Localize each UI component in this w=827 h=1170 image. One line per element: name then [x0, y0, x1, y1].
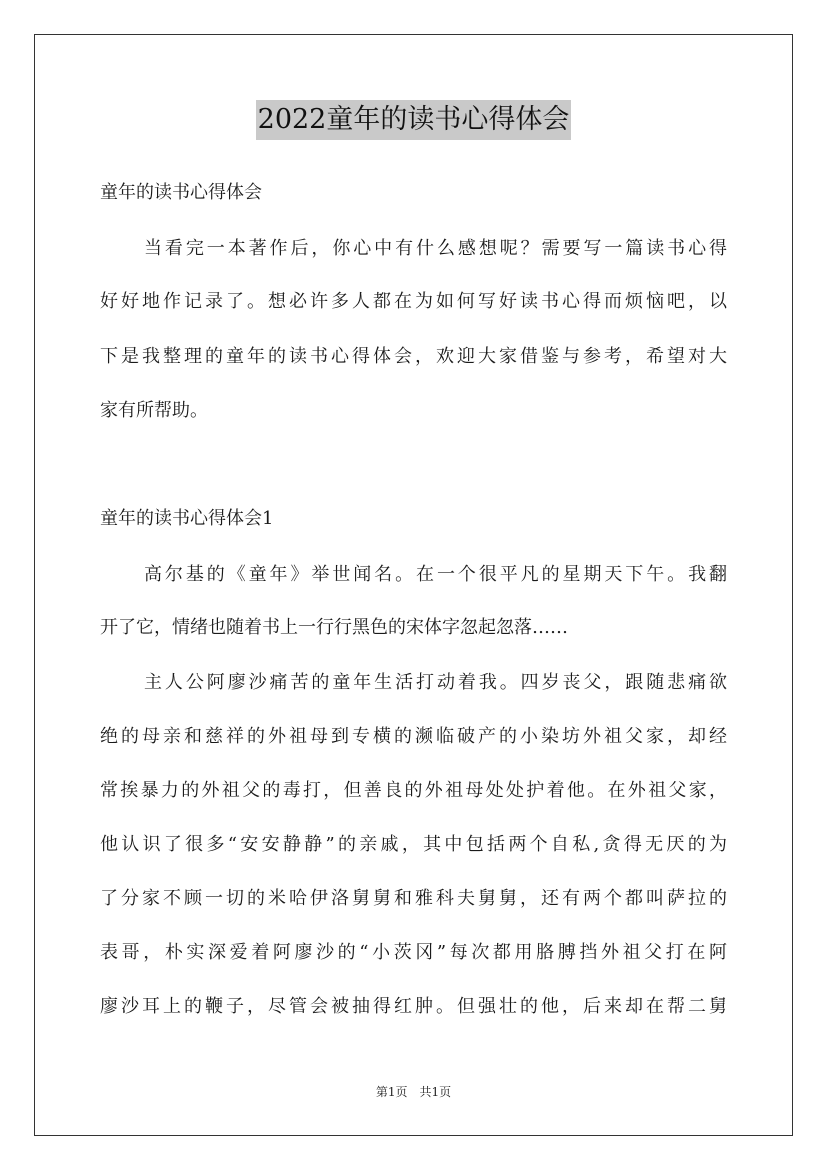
section-heading: 童年的读书心得体会: [100, 182, 262, 203]
paragraph-line: 下是我整理的童年的读书心得体会，欢迎大家借鉴与参考，希望对大: [100, 346, 727, 367]
paragraph-line: 廖沙耳上的鞭子，尽管会被抽得红肿。但强壮的他，后来却在帮二舅: [100, 996, 727, 1017]
paragraph-line: 高尔基的《童年》举世闻名。在一个很平凡的星期天下午。我翻: [144, 564, 727, 585]
paragraph-line: 家有所帮助。: [100, 400, 208, 421]
paragraph-line: 好好地作记录了。想必许多人都在为如何写好读书心得而烦恼吧，以: [100, 291, 727, 312]
paragraph-line: 绝的母亲和慈祥的外祖母到专横的濒临破产的小染坊外祖父家，却经: [100, 726, 727, 747]
paragraph-line: 主人公阿廖沙痛苦的童年生活打动着我。四岁丧父，跟随悲痛欲: [144, 672, 727, 693]
title-container: [0, 100, 827, 140]
page-footer: 第1页 共1页: [375, 1085, 452, 1099]
paragraph-line: 当看完一本著作后，你心中有什么感想呢？需要写一篇读书心得: [144, 238, 727, 259]
paragraph-line: 了分家不顾一切的米哈伊洛舅舅和雅科夫舅舅，还有两个都叫萨拉的: [100, 888, 727, 909]
paragraph-line: 开了它，情绪也随着书上一行行黑色的宋体字忽起忽落……: [100, 617, 568, 638]
paragraph-line: 表哥，朴实深爱着阿廖沙的“小茨冈”每次都用胳膊挡外祖父打在阿: [100, 942, 727, 963]
document-title: 2022童年的读书心得体会: [256, 100, 572, 140]
paragraph-line: 他认识了很多“安安静静”的亲戚，其中包括两个自私,贪得无厌的为: [100, 834, 727, 855]
paragraph-line: 常挨暴力的外祖父的毒打，但善良的外祖母处处护着他。在外祖父家，: [100, 780, 727, 801]
section-heading: 童年的读书心得体会1: [100, 508, 274, 529]
